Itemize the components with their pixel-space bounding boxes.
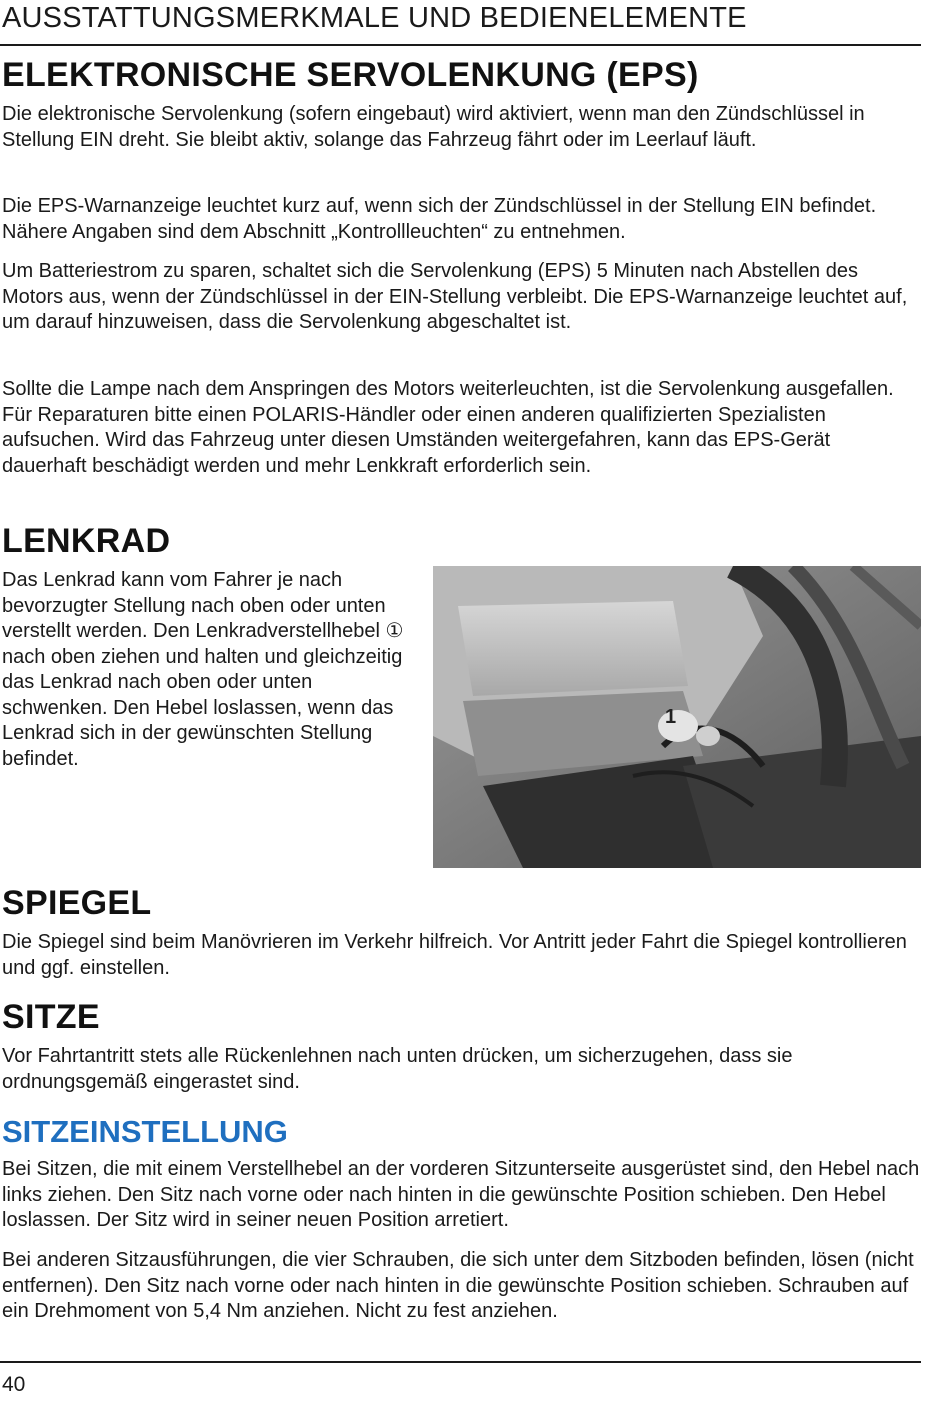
lenkrad-heading: LENKRAD: [2, 522, 171, 560]
page-number: 40: [2, 1373, 26, 1396]
sitze-heading: SITZE: [2, 998, 100, 1036]
eps-paragraph-4: Sollte die Lampe nach dem Anspringen des Motors weiterleuchten, ist die Servolenkung ausgefallen. Für Reparaturen bitte einen POLARIS-Händler oder einen anderen qualifizierten Spezialisten aufsuchen. Wird das Fahrzeug unter diesen Umständen weitergefahren, kann das EPS-Gerät dauerhaft beschädigt werden und mehr Lenkkraft erforderlich sein.: [2, 378, 894, 477]
eps-paragraph-3: Um Batteriestrom zu sparen, schaltet sich die Servolenkung (EPS) 5 Minuten nach Abstellen des Motors aus, wenn der Zündschlüssel in der EIN-Stellung verbleibt. Die EPS-Warnanzeige leuchtet auf, um darauf hinzuweisen, dass die Servolenkung abgeschaltet ist.: [2, 260, 908, 333]
sitzeinstellung-paragraph-1: Bei Sitzen, die mit einem Verstellhebel an der vorderen Sitzunterseite ausgerüstet sind, den Hebel nach links ziehen. Den Sitz nach vorne oder nach hinten in die gewünschte Position schieben. Den Hebel loslassen. Der Sitz wird in seiner neuen Position arretiert.: [2, 1158, 920, 1231]
sitzeinstellung-paragraph-2: Bei anderen Sitzausführungen, die vier Schrauben, die sich unter dem Sitzboden befinden, lösen (nicht entfernen). Den Sitz nach vorne oder nach hinten in die gewünschte Position schieben. Schrauben auf ein Drehmoment von 5,4 Nm anziehen. Nicht zu fest anziehen.: [2, 1249, 914, 1322]
spiegel-paragraph: Die Spiegel sind beim Manövrieren im Verkehr hilfreich. Vor Antritt jeder Fahrt die Spiegel kontrollieren und ggf. einstellen.: [2, 931, 907, 979]
footer-rule: [0, 1361, 921, 1363]
eps-heading: ELEKTRONISCHE SERVOLENKUNG (EPS): [2, 56, 699, 94]
sitze-paragraph: Vor Fahrtantritt stets alle Rückenlehnen nach unten drücken, um sicherzugehen, dass sie ordnungsgemäß eingerastet sind.: [2, 1045, 793, 1093]
steering-lever-photo: [433, 566, 921, 868]
eps-paragraph-2: Die EPS-Warnanzeige leuchtet kurz auf, wenn sich der Zündschlüssel in der Stellung EIN befindet. Nähere Angaben sind dem Abschnitt „Kontrollleuchten“ zu entnehmen.: [2, 195, 877, 243]
page-header-title: AUSSTATTUNGSMERKMALE UND BEDIENELEMENTE: [2, 2, 747, 34]
sitzeinstellung-heading: SITZEINSTELLUNG: [2, 1114, 288, 1149]
spiegel-heading: SPIEGEL: [2, 884, 152, 922]
lenkrad-paragraph: Das Lenkrad kann vom Fahrer je nach bevorzugter Stellung nach oben oder unten verstellt werden. Den Lenkradverstellhebel ① nach oben ziehen und halten und gleichzeitig das Lenkrad nach oben oder unten schwenken. Den Hebel loslassen, wenn das Lenkrad sich in der gewünschten Stellung befindet.: [2, 569, 404, 770]
header-rule: [0, 44, 921, 46]
lever-callout-label: 1: [665, 706, 677, 728]
eps-paragraph-1: Die elektronische Servolenkung (sofern eingebaut) wird aktiviert, wenn man den Zündschlüssel in Stellung EIN dreht. Sie bleibt aktiv, solange das Fahrzeug fährt oder im Leerlauf läuft.: [2, 103, 865, 151]
